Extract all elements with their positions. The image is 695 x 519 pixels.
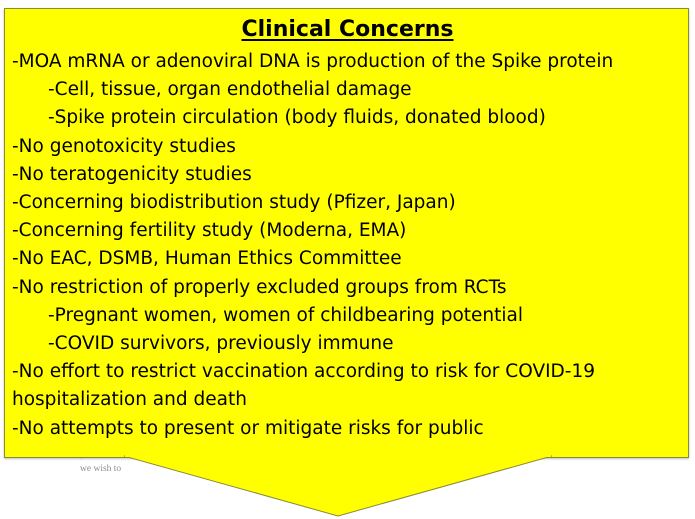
concern-list — [12, 48, 682, 443]
concern-item: -No genotoxicity studies — [12, 135, 236, 157]
callout-title: Clinical Concerns — [241, 17, 454, 42]
concern-subitem: -Spike protein circulation (body fluids, donated blood) — [48, 107, 546, 129]
concern-item: -Concerning biodistribution study (Pfizer, Japan) — [12, 192, 456, 214]
concern-item: -No restriction of properly excluded groups from RCTs — [12, 276, 507, 298]
concern-item: -Concerning fertility study (Moderna, EMA) — [12, 220, 407, 242]
concern-item: -No teratogenicity studies — [12, 163, 252, 185]
concern-item: -MOA mRNA or adenoviral DNA is production of the Spike protein — [12, 51, 614, 72]
concern-subitem: -Pregnant women, women of childbearing potential — [48, 304, 524, 326]
concern-item: -No effort to restrict vaccination according to risk for COVID-19 hospitalization and death — [12, 361, 596, 411]
concern-subitem: -COVID survivors, previously immune — [48, 333, 394, 355]
concern-subitem: -Cell, tissue, organ endothelial damage — [48, 79, 412, 101]
concern-item: -No EAC, DSMB, Human Ethics Committee — [12, 248, 402, 270]
concern-item: -No attempts to present or mitigate risks for public — [12, 417, 484, 439]
background-text-fragment: we wish to — [80, 464, 122, 474]
